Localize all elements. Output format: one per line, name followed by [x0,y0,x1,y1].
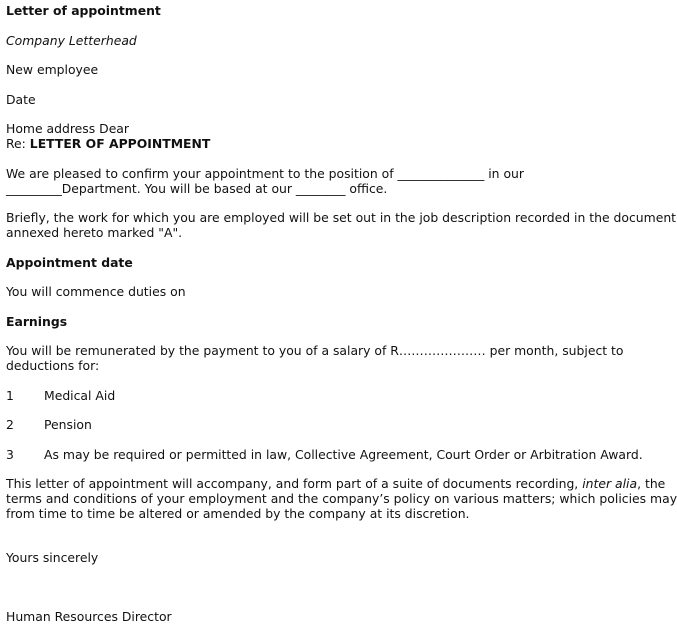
confirm-line-1: We are pleased to confirm your appointment to the position of ______________ in our [6,165,524,181]
inter-alia-text: inter alia [582,476,638,491]
suite-line-1-end: , the [637,476,666,491]
earnings-heading: Earnings [6,313,68,329]
closing-line: Yours sincerely [6,550,99,565]
address-line: Home address Dear [6,121,129,136]
suite-line-2: terms and conditions of your employment and the company’s policy on various matters; which policies may [6,491,677,506]
recipient-line: New employee [6,62,99,77]
company-letterhead: Company Letterhead [6,32,137,48]
deduction-number: 1 [6,387,14,403]
briefly-line-2: annexed hereto marked "A". [6,225,183,240]
re-line [6,136,646,151]
remuneration-line-1: You will be remunerated by the payment to you of a salary of R………………… per month, subject to [6,343,624,358]
deduction-text: As may be required or permitted in law, Collective Agreement, Court Order or Arbitration Award. [44,446,643,462]
confirm-line-2: _________Department. You will be based at our ________ office. [6,180,388,196]
deduction-item [6,447,646,462]
date-line: Date [6,91,36,107]
commence-line: You will commence duties on [6,284,186,299]
suite-line-1-start: This letter of appointment will accompany, and form part of a suite of documents recording, [6,476,583,491]
suite-line-1 [6,476,666,491]
deduction-text: Medical Aid [44,387,116,403]
signatory-title: Human Resources Director [6,608,172,624]
remuneration-line-2: deductions for: [6,358,100,373]
re-subject: LETTER OF APPOINTMENT [29,136,211,151]
briefly-line-1: Briefly, the work for which you are employed will be set out in the job description recorded in the document [6,210,677,225]
deduction-item [6,417,646,432]
letter-page [6,3,677,624]
appointment-date-heading: Appointment date [6,254,133,270]
deduction-number: 2 [6,417,14,432]
deduction-item [6,388,646,403]
suite-line-3: from time to time be altered or amended by the company at its discretion. [6,506,470,521]
re-prefix: Re: [6,136,30,151]
deduction-number: 3 [6,446,14,462]
deduction-text: Pension [44,417,92,432]
letter-heading: Letter of appointment [6,3,161,18]
